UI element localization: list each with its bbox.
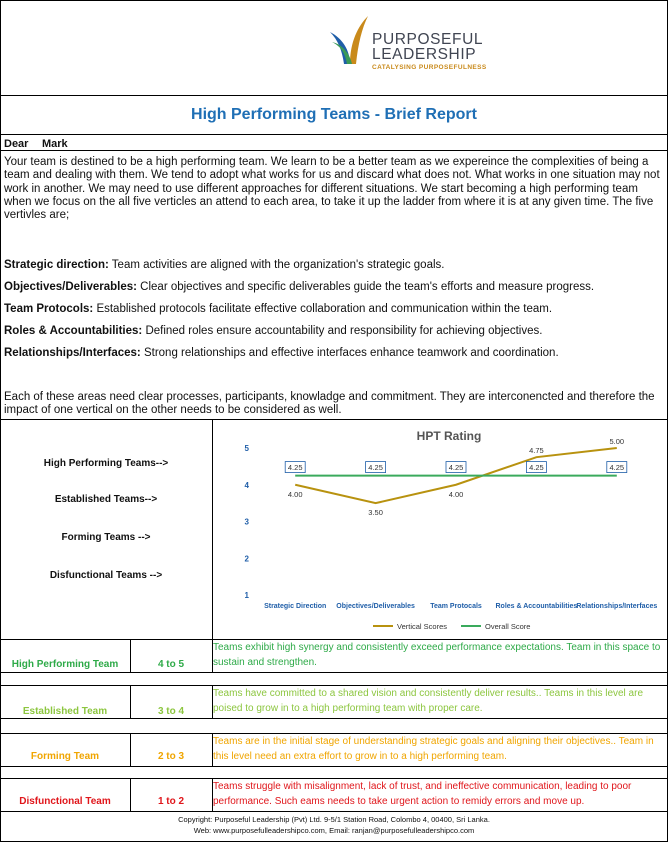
band-desc-disfunctional: Teams struggle with misalignment, lack of trust, and ineffective communication, leading to poor performance. Such eams needs to take urgent action to remidy errors and move up. <box>213 781 632 807</box>
y-tick-label: 5 <box>244 444 249 453</box>
hpt-rating-chart <box>213 420 667 638</box>
report-title: High Performing Teams - Brief Report <box>191 106 477 123</box>
brand-name-line2: LEADERSHIP <box>372 46 477 63</box>
vertical-roles <box>4 325 542 337</box>
vertical-relationships <box>4 347 559 359</box>
band-top-border <box>0 639 668 640</box>
vertical-score-label: 4.00 <box>287 489 303 499</box>
level-disfunctional: Disfunctional Teams --> <box>49 570 163 581</box>
y-tick-label: 1 <box>244 591 249 600</box>
frame-top <box>0 0 668 1</box>
band-desc-forming: Teams are in the initial stage of understanding strategic goals and aligning their objectives.. Team in this level need an extra effort to grow in to a high performing team. <box>213 736 654 762</box>
series-layer <box>285 437 627 517</box>
vertical-label: Objectives/Deliverables: <box>4 281 137 293</box>
vertical-team-protocols <box>4 303 552 315</box>
footer-contact: Web: www.purposefulleadershipco.com, Email: ranjan@purposefulleadershipco.com <box>193 826 475 835</box>
vertical-score-label: 4.00 <box>448 489 464 499</box>
overall-score-label: 4.25 <box>287 463 303 473</box>
x-tick-label: Relationships/Interfaces <box>576 603 658 610</box>
vertical-score-label: 4.75 <box>529 446 544 456</box>
salutation: Dear <box>4 138 29 150</box>
band-range-high: 4 to 5 <box>157 659 185 670</box>
overall-score-label: 4.25 <box>529 463 544 473</box>
legend-label: Overall Score <box>485 622 531 631</box>
title-divider <box>0 134 668 135</box>
x-tick-label: Team Protocals <box>430 603 482 610</box>
footer-copyright: Copyright: Purposeful Leadership (Pvt) Ltd. 9-5/1 Station Road, Colombo 4, 00400, Sri Lanka. <box>178 815 490 824</box>
band-border <box>0 733 668 734</box>
overall-score-label: 4.25 <box>609 463 625 473</box>
vertical-strategic-direction <box>4 259 444 271</box>
vertical-text: Established protocols facilitate effective collaboration and communication within the team. <box>93 303 553 315</box>
vertical-score-label: 5.00 <box>609 437 625 446</box>
y-tick-label: 2 <box>244 554 249 564</box>
level-forming: Forming Teams --> <box>61 532 151 543</box>
band-border <box>0 778 668 779</box>
band-border <box>0 672 668 673</box>
swoosh-logo-icon <box>328 14 370 66</box>
y-axis <box>245 444 250 600</box>
legend-label: Vertical Scores <box>397 622 448 631</box>
band-range-forming: 2 to 3 <box>157 751 185 762</box>
closing-paragraph: Each of these areas need clear processes, participants, knowladge and commitment. They are interconencted and therefore the impact of one vertical on the other needs to be considered as well. <box>4 391 655 417</box>
band-range-established: 3 to 4 <box>157 706 185 717</box>
vertical-text: Defined roles ensure accountability and responsibility for achieving objectives. <box>142 325 543 337</box>
x-tick-label: Objectives/Deliverables <box>336 603 415 610</box>
y-tick-label: 3 <box>244 517 249 527</box>
vertical-text: Clear objectives and specific deliverables guide the team's efforts and measure progress. <box>136 281 595 293</box>
brand-tagline: CATALYSING PURPOSEFULNESS <box>372 64 487 71</box>
x-tick-label: Strategic Direction <box>264 603 327 610</box>
vertical-score-label: 3.50 <box>368 508 383 518</box>
chart-legend <box>373 622 530 631</box>
vertical-label: Team Protocols: <box>4 303 94 315</box>
vertical-label: Strategic direction: <box>4 259 109 271</box>
y-tick-label: 4 <box>244 480 249 490</box>
dear-divider <box>0 150 668 151</box>
vertical-label: Roles & Accountabilities: <box>4 325 143 337</box>
band-name-established: Established Team <box>22 706 108 717</box>
header-divider <box>0 95 668 96</box>
logo-gold-swoosh <box>350 16 368 64</box>
overall-score-label: 4.25 <box>448 463 464 473</box>
chart-title: HPT Rating <box>416 429 482 443</box>
band-border <box>0 718 668 719</box>
band-border <box>0 766 668 767</box>
band-range-disfunctional: 1 to 2 <box>157 796 185 807</box>
band-desc-established: Teams have committed to a shared vision and consistently deliver results.. Teams in this level are poised to grow in to a high performing team with proper care. <box>213 688 644 714</box>
band-name-forming: Forming Team <box>30 751 100 762</box>
brand-name-line1: PURPOSEFUL <box>372 31 484 48</box>
level-established: Established Teams--> <box>54 494 158 505</box>
x-tick-label: Roles & Accountabilities <box>495 603 578 610</box>
level-high-performing: High Performing Teams--> <box>43 458 169 469</box>
band-desc-high: Teams exhibit high synergy and consistently exceed performance expectations. Team in this space to sustain and strengthen. <box>213 642 661 668</box>
vertical-label: Relationships/Interfaces: <box>4 347 141 359</box>
vertical-objectives <box>4 281 594 293</box>
band-border <box>0 685 668 686</box>
band-border <box>0 811 668 812</box>
vertical-text: Strong relationships and effective interfaces enhance teamwork and coordination. <box>140 347 559 359</box>
band-name-disfunctional: Disfunctional Team <box>19 796 111 807</box>
overall-score-label: 4.25 <box>368 463 383 473</box>
intro-paragraph: Your team is destined to be a high performing team. We learn to be a better team as we expereince the complexities of being a team and dealing with them. We tend to adopt what works for us and discard what does not. What works in one situation may not work in another. We may need to use different approaches for different situations. We start becoming a high performing team when we focus on the all five verticles an attend to each area, to take it up the ladder from where it is at any given time. The five vertivles are; <box>4 156 660 222</box>
brand-logo <box>328 14 370 71</box>
recipient-name: Mark <box>42 138 68 150</box>
band-name-high: High Performing Team <box>11 659 119 670</box>
vertical-text: Team activities are aligned with the organization's strategic goals. <box>108 259 445 271</box>
x-axis <box>264 603 657 610</box>
